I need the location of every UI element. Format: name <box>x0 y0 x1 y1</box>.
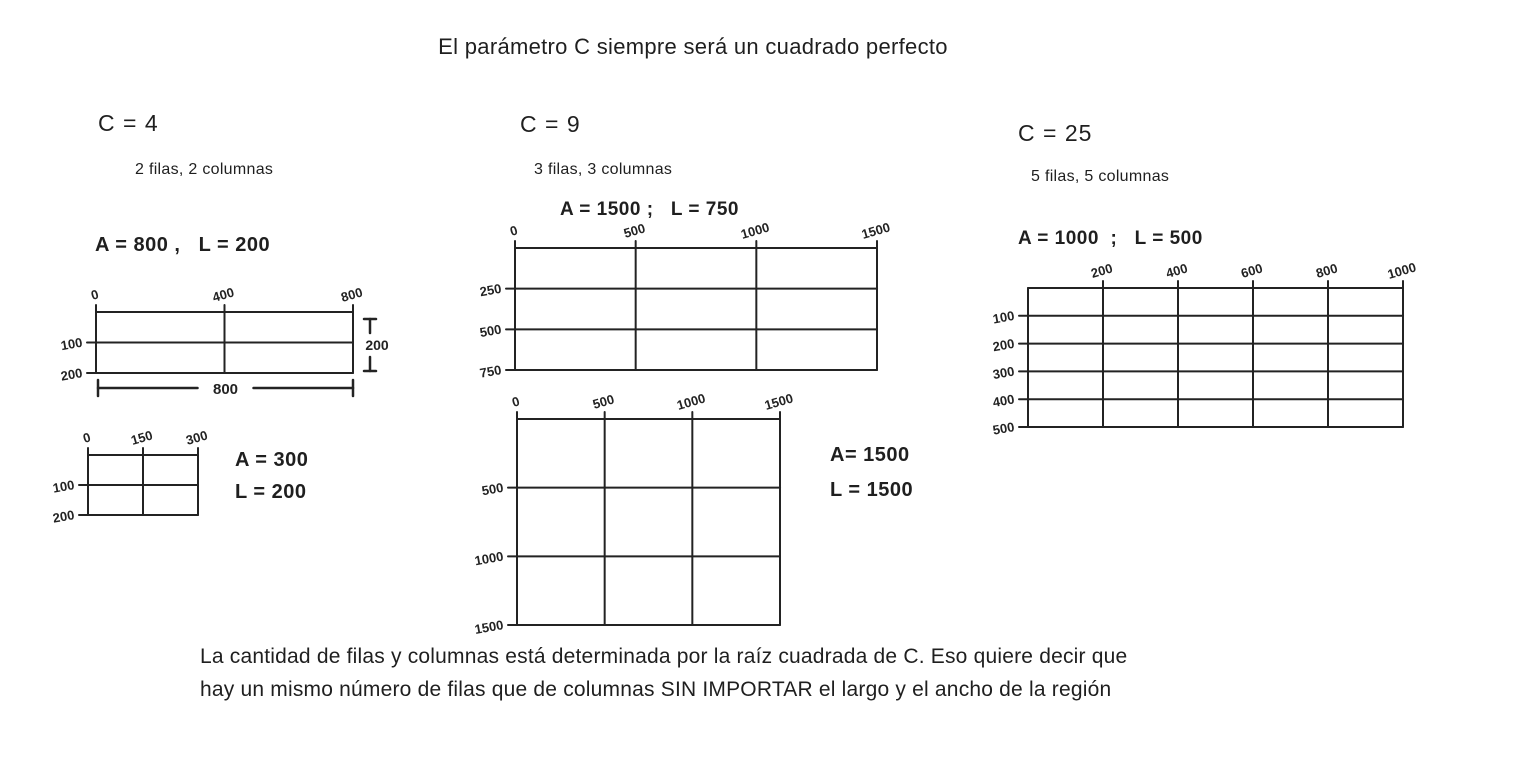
x-tick-label: 0 <box>510 393 522 410</box>
y-tick-label: 1500 <box>473 617 505 637</box>
x-tick-label: 600 <box>1239 260 1265 281</box>
grid-c9-square-annotation <box>830 438 913 508</box>
y-tick-label: 500 <box>478 321 503 341</box>
section-c4-heading: C = 4 <box>98 110 159 136</box>
section-c4-subtitle: 2 filas, 2 columnas <box>135 161 274 178</box>
annotation-line: A= 1500 <box>830 444 910 466</box>
x-tick-label: 200 <box>1089 260 1115 281</box>
x-tick-label: 300 <box>184 427 210 448</box>
section-c9-dimensions: A = 1500 ; L = 750 <box>560 199 739 220</box>
x-tick-label: 1000 <box>675 390 708 413</box>
grid-c25 <box>954 250 1503 487</box>
y-tick-label: 200 <box>51 507 76 526</box>
x-tick-label: 800 <box>1314 260 1340 281</box>
y-tick-label: 200 <box>59 365 84 384</box>
y-tick-label: 500 <box>991 419 1016 438</box>
grid-c4-main <box>22 274 453 433</box>
grid-c4-small-annotation <box>235 444 308 508</box>
y-tick-label: 300 <box>991 363 1016 383</box>
y-tick-label: 200 <box>991 335 1016 355</box>
x-tick-label: 500 <box>590 391 616 412</box>
page-title: El parámetro C siempre será un cuadrado perfecto <box>438 34 948 59</box>
x-tick-label: 0 <box>81 429 93 446</box>
y-tick-label: 750 <box>478 362 503 381</box>
section-c9-heading: C = 9 <box>520 111 581 137</box>
section-c4-dimensions: A = 800 , L = 200 <box>95 234 271 256</box>
footer-text-line-1: La cantidad de filas y columnas está determinada por la raíz cuadrada de C. Eso quiere decir que <box>200 645 1128 668</box>
section-c25-subtitle: 5 filas, 5 columnas <box>1031 168 1170 185</box>
annotation-line: L = 1500 <box>830 479 914 501</box>
section-c9-subtitle: 3 filas, 3 columnas <box>534 161 673 178</box>
x-tick-label: 1500 <box>859 219 892 242</box>
y-tick-label: 100 <box>51 477 76 496</box>
grid-c9-square <box>443 381 880 685</box>
footer-text-line-2: hay un mismo número de filas que de columnas SIN IMPORTAR el largo y el ancho de la región <box>200 678 1112 701</box>
section-c25-heading: C = 25 <box>1018 120 1093 146</box>
y-tick-label: 250 <box>478 280 503 300</box>
x-tick-label: 0 <box>89 286 101 303</box>
x-tick-label: 400 <box>1164 260 1190 281</box>
y-tick-label: 100 <box>991 307 1016 327</box>
y-tick-label: 400 <box>991 391 1016 410</box>
x-tick-label: 500 <box>621 220 647 241</box>
section-c25-dimensions: A = 1000 ; L = 500 <box>1018 228 1203 249</box>
y-tick-label: 1000 <box>473 548 505 569</box>
y-tick-label: 100 <box>59 334 84 354</box>
annotation-line: L = 200 <box>235 481 307 503</box>
x-tick-label: 400 <box>210 284 236 305</box>
y-tick-label: 500 <box>480 479 505 499</box>
x-tick-label: 1000 <box>1385 259 1418 282</box>
x-tick-label: 1500 <box>762 390 795 413</box>
x-tick-label: 1000 <box>739 219 772 242</box>
height-dimension-label: 200 <box>365 337 389 353</box>
width-dimension-label: 800 <box>212 381 239 398</box>
x-tick-label: 800 <box>339 284 365 305</box>
annotation-line: A = 300 <box>235 449 309 471</box>
x-tick-label: 0 <box>508 222 520 239</box>
x-tick-label: 150 <box>129 427 155 448</box>
